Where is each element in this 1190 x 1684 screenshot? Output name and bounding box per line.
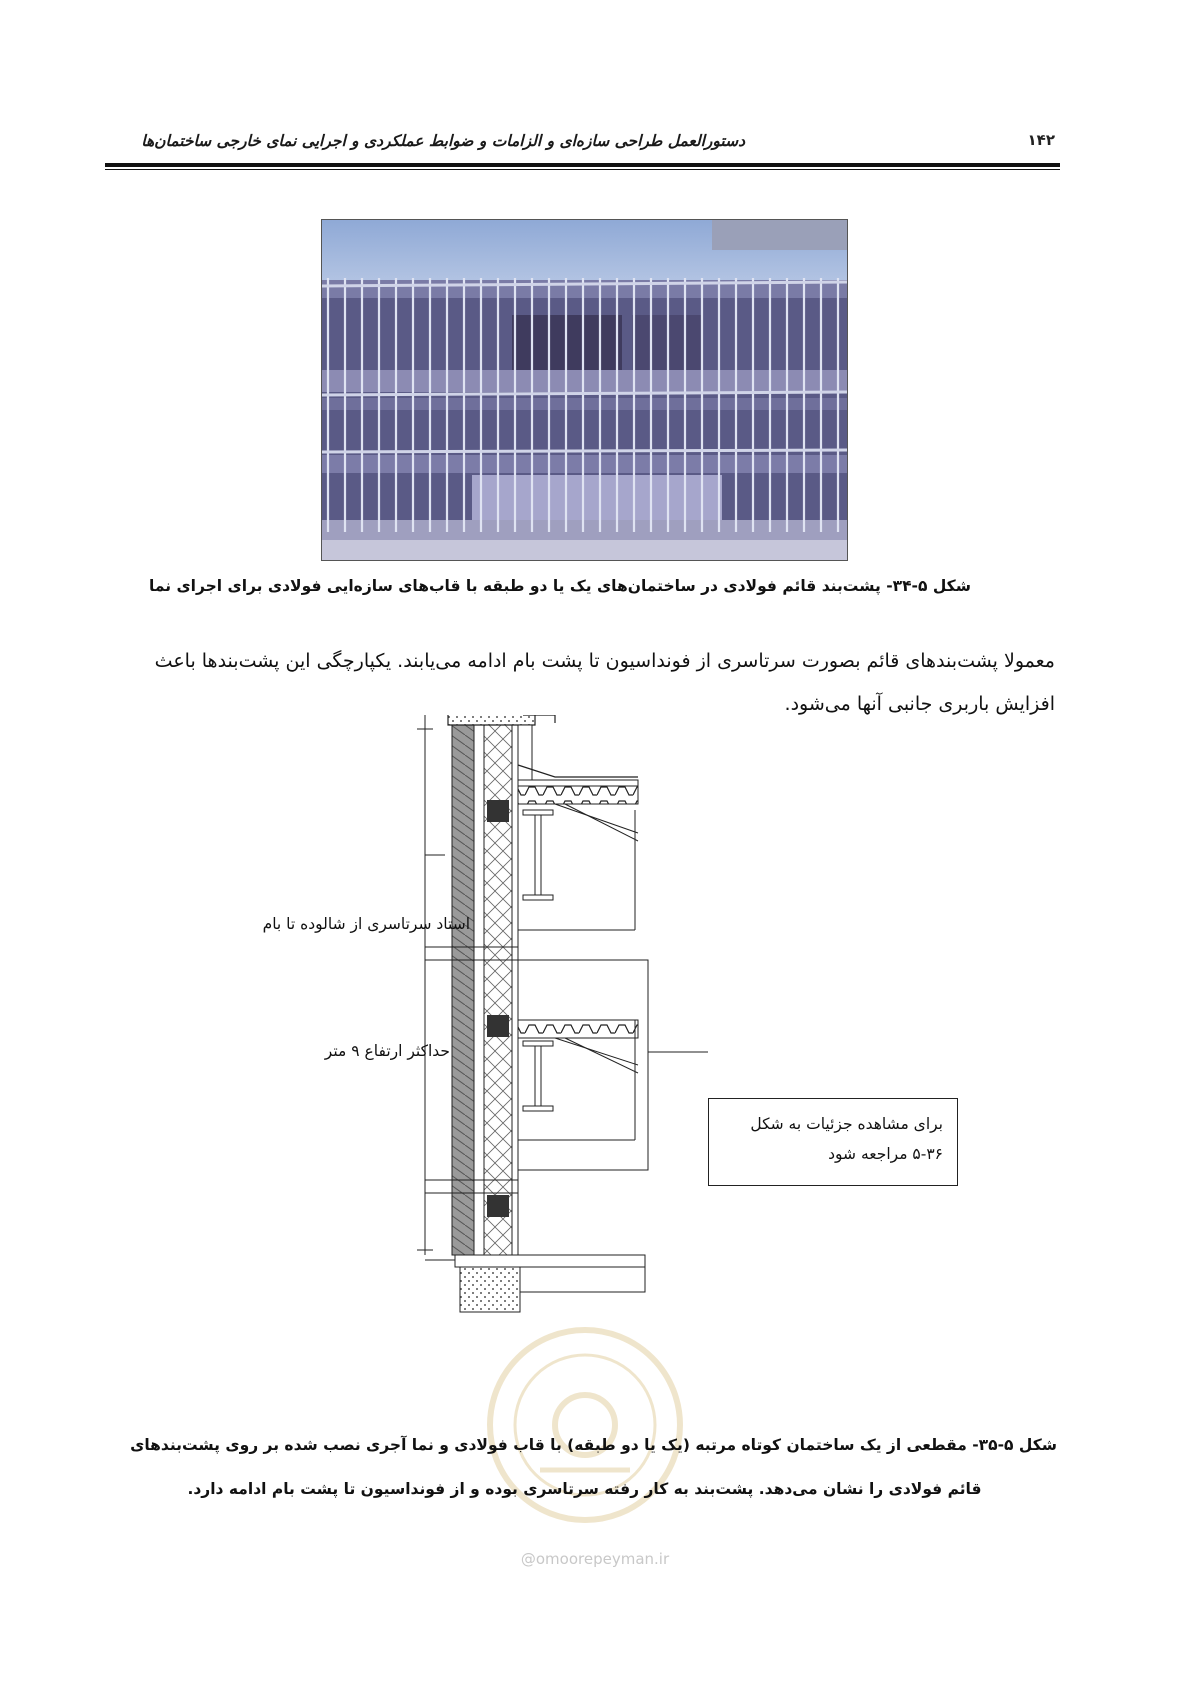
body-paragraph-line-2: افزایش باربری جانبی آنها می‌شود. [784,693,1055,715]
figure-5-35-caption [112,1423,1057,1511]
running-header-title: دستورالعمل طراحی سازه‌ای و الزامات و ضوابط عملکردی و اجرایی نمای خارجی ساختمان‌ها [141,131,745,150]
header-rule-thin [105,169,1060,171]
figure-5-35-caption-line-1: شکل ۵-۳۵- مقطعی از یک ساختمان کوتاه مرتبه (یک یا دو طبقه) با قاب فولادی و نما آجری نصب شده بر روی پشت‌بندهای [130,1436,1057,1454]
detail-reference-line-1: برای مشاهده جزئیات به شکل [750,1115,943,1133]
figure-5-34-caption: شکل ۵-۳۴- پشت‌بند قائم فولادی در ساختمان‌های یک یا دو طبقه با قاب‌های سازه‌ایی فولادی برای اجرای نما [149,577,971,595]
full-height-stud-label: استاد سرتاسری از شالوده تا بام [262,915,470,933]
steel-stud-framing-photo [321,219,848,561]
watermark-text: @omoorepeyman.ir [520,1550,670,1568]
detail-reference-line-2: ۵-۳۶ مراجعه شود [828,1145,943,1163]
max-height-label: حداکثر ارتفاع ۹ متر [324,1042,450,1060]
page-number: ۱۴۲ [1027,131,1055,149]
detail-reference-box [708,1098,958,1186]
body-paragraph-line-1: معمولا پشت‌بندهای قائم بصورت سرتاسری از فونداسیون تا پشت بام ادامه می‌یابند. یکپارچگی این پشت‌بندها باعث [154,650,1055,672]
figure-5-35-caption-line-2: قائم فولادی را نشان می‌دهد. پشت‌بند به کار رفته سرتاسری بوده و از فونداسیون تا پشت بام ادامه دارد. [187,1480,982,1498]
photo-illustration [322,220,847,560]
body-paragraph [130,640,1055,726]
wall-section-drawing [255,715,975,1415]
header-rule-thick [105,163,1060,167]
